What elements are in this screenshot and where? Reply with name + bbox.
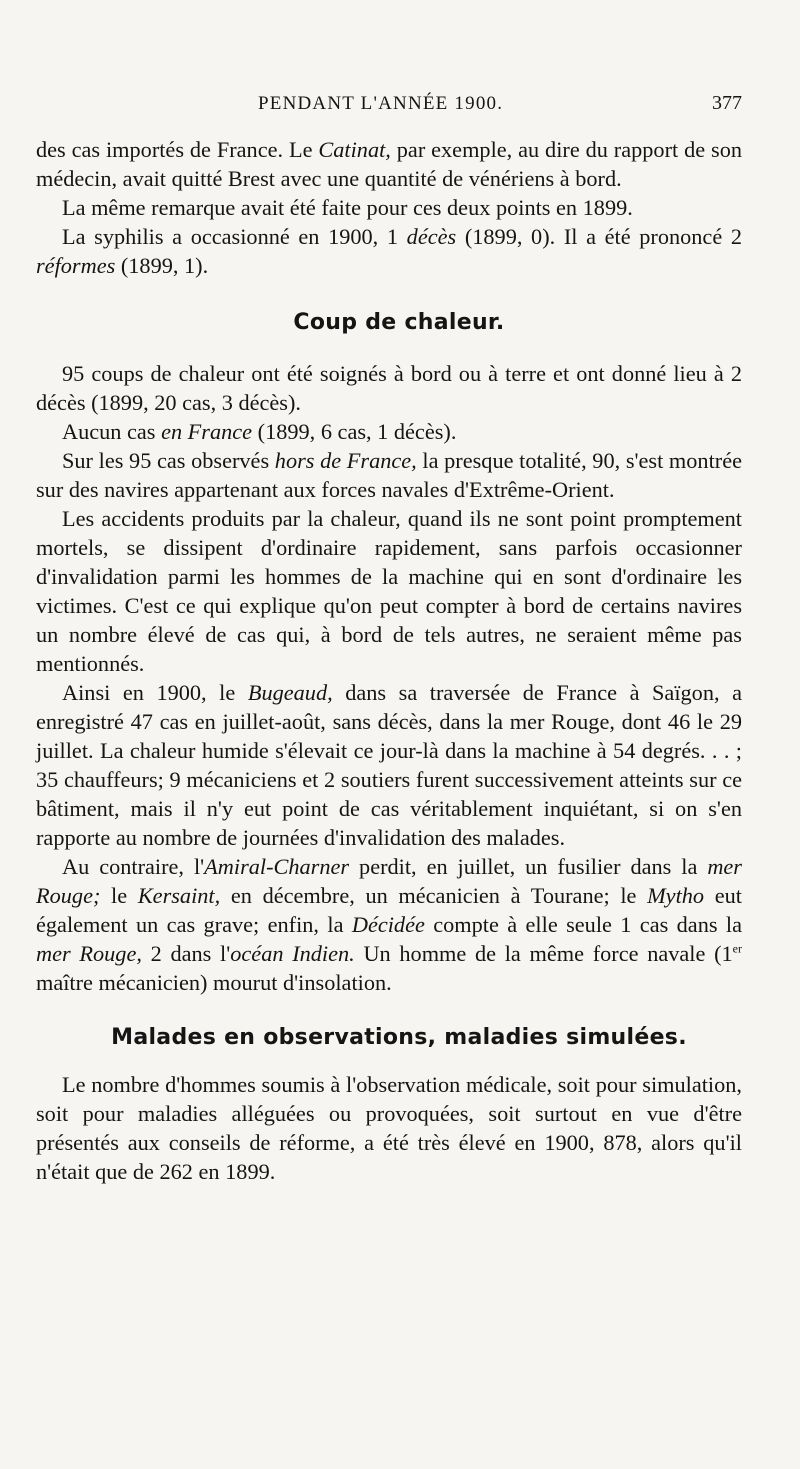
- section-heading: Malades en observations, maladies simulées.: [111, 1025, 687, 1050]
- ship-name: Bugeaud,: [247, 680, 333, 705]
- paragraph: 95 coups de chaleur ont été soignés à bord ou à terre et ont donné lieu à 2 décès (1899, 20 cas, 3 décès).: [36, 361, 742, 415]
- running-header: [258, 92, 742, 115]
- page-number: 377: [712, 92, 742, 114]
- paragraph: Ainsi en 1900, le Bugeaud, dans sa traversée de France à Saïgon, a enregistré 47 cas en juillet-août, sans décès, dans la mer Rouge, dont 46 le 29 juillet. La chaleur humide s'élevait ce jour-là dans la machine à 54 degrés. . . ; 35 chauffeurs; 9 mécaniciens et 2 soutiers furent successivement atteints sur ce bâtiment, mais il n'y eut point de cas véritablement inquiétant, si on s'en rapporte au nombre de journées d'invalidation des malades.: [36, 680, 742, 850]
- running-title: PENDANT L'ANNÉE 1900.: [258, 93, 504, 114]
- paragraph: Le nombre d'hommes soumis à l'observation médicale, soit pour simulation, soit pour maladies alléguées ou provoquées, soit surtout en vue d'être présentés aux conseils de réforme, a été très élevé en 1900, 878, alors qu'il n'était que de 262 en 1899.: [36, 1072, 742, 1184]
- section-heading: Coup de chaleur.: [293, 310, 505, 335]
- paragraph: Les accidents produits par la chaleur, quand ils ne sont point promptement mortels, se dissipent d'ordinaire rapidement, sans parfois occasionner d'invalidation parmi les hommes de la machine qui en sont d'ordinaire les victimes. C'est ce qui explique qu'on peut compter à bord de certains navires un nombre élevé de cas qui, à bord de tels autres, ne seraient même pas mentionnés.: [36, 506, 742, 676]
- paragraph-continued: des cas importés de France. Le Catinat, par exemple, au dire du rapport de son médecin, avait quitté Brest avec une quantité de vénériens à bord.: [36, 137, 743, 191]
- paragraph: Au contraire, l'Amiral-Charner perdit, en juillet, un fusilier dans la mer Rouge; le Kersaint, en décembre, un mécanicien à Tourane; le Mytho eut également un cas grave; enfin, la Décidée compte à elle seule 1 cas dans la mer Rouge, 2 dans l'océan Indien. Un homme de la même force navale (1er maître mécanicien) mourut d'insolation.: [36, 854, 742, 995]
- paragraph: Sur les 95 cas observés hors de France, la presque totalité, 90, s'est montrée sur des navires appartenant aux forces navales d'Extrême-Orient.: [36, 448, 742, 502]
- ship-name: Catinat,: [318, 137, 391, 162]
- paragraph: La même remarque avait été faite pour ces deux points en 1899.: [62, 195, 633, 220]
- paragraph: La syphilis a occasionné en 1900, 1 décès (1899, 0). Il a été prononcé 2 réformes (1899, 1).: [36, 224, 742, 278]
- paragraph: Aucun cas en France (1899, 6 cas, 1 décès).: [62, 419, 457, 444]
